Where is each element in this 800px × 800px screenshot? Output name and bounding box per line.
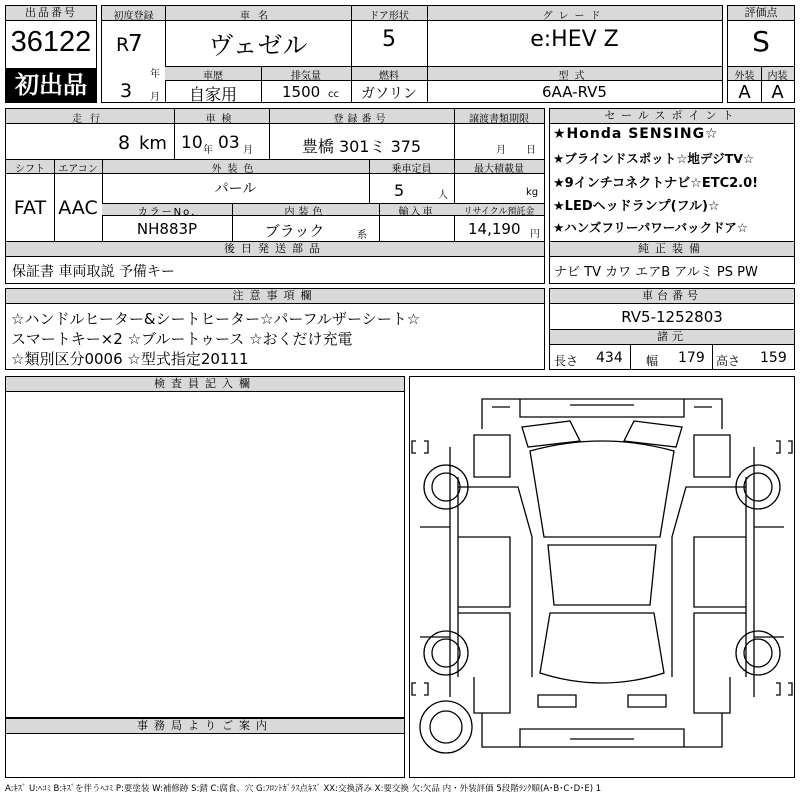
grade: e:HEV Z <box>530 27 619 52</box>
later-items-label: 後日発送部品 <box>6 242 544 257</box>
exterior-label: 外装 <box>734 71 755 82</box>
lot-label: 出品番号 <box>6 6 96 21</box>
note-line: スマートキー×2 ☆ブルートゥース ☆おくだけ充電 <box>11 330 353 348</box>
chassis-label: 車台番号 <box>550 289 794 304</box>
recycle-label: リサイクル預託金 <box>463 207 535 217</box>
displacement-unit: cc <box>328 89 339 100</box>
insp-month: 03 <box>218 133 240 153</box>
ac: AAC <box>58 197 98 219</box>
month-unit: 月 <box>150 92 160 103</box>
color-no-label: カラーNo. <box>137 207 197 218</box>
ac-label: エアコン <box>58 164 98 175</box>
exterior-color: パール <box>214 181 257 197</box>
length-label: 長さ <box>554 354 579 368</box>
vehicle-header <box>101 5 723 103</box>
note-line: ☆ハンドルヒーター&シートヒーター☆パーフルザーシート☆ <box>11 310 421 328</box>
notes-box <box>5 288 545 370</box>
insp-month-unit: 月 <box>243 145 253 156</box>
model-code-label: 型式 <box>558 71 591 82</box>
year-unit: 年 <box>150 69 160 80</box>
interior-color: ブラック <box>264 222 325 240</box>
vehicle-details <box>5 108 545 284</box>
sales-point-item: ★ブラインドスポット☆地デジTV☆ <box>553 151 755 166</box>
chassis-box <box>549 288 795 370</box>
score: S <box>752 25 770 58</box>
transfer-label: 譲渡書類期限 <box>469 114 529 125</box>
plate-label: 登録番号 <box>333 114 390 125</box>
lot-number: 36122 <box>10 26 92 58</box>
legend: A:ｷｽﾞ U:ﾍｺﾐ B:ｷｽﾞを伴うﾍｺﾐ P:要塗装 W:補修跡 S:錆 C:腐食、穴 G:ﾌﾛﾝﾄｶﾞﾗｽ点ｷｽﾞ XX:交換済み X:要交換 欠:欠品 内・外装評価 5段階ﾗﾝｸ順(A･B･C･D･E) 1 <box>5 784 602 794</box>
mileage-label: 走行 <box>72 114 108 125</box>
load-label: 最大積載量 <box>474 164 524 175</box>
fuel: ガソリン <box>361 86 417 102</box>
capacity-label: 乗車定員 <box>391 164 432 175</box>
exterior-grade: A <box>738 82 751 103</box>
height-label: 高さ <box>716 354 741 368</box>
history-label: 車歴 <box>203 71 223 82</box>
office-label: 事務局よりご案内 <box>6 719 404 734</box>
reg-month: 3 <box>120 80 133 102</box>
equipment-label: 純正装備 <box>550 242 794 257</box>
capacity-unit: 人 <box>438 190 448 201</box>
model-code: 6AA-RV5 <box>542 83 607 101</box>
length: 434 <box>596 350 623 366</box>
notes-label: 注意事項欄 <box>6 289 544 304</box>
shift-label: シフト <box>15 164 45 175</box>
interior-color-unit: 系 <box>357 230 367 241</box>
sales-points-label: セールスポイント <box>550 109 794 124</box>
color-label: 外装色 <box>211 164 260 175</box>
interior-label: 内装 <box>767 71 788 82</box>
transfer-day-unit: 日 <box>526 145 536 156</box>
car-name-label: 車名 <box>240 11 276 22</box>
first-listing-badge: 初出品 <box>6 68 96 102</box>
note-line: ☆類別区分0006 ☆型式指定20111 <box>11 350 249 368</box>
later-items: 保証書 車両取説 予備キー <box>12 264 175 280</box>
score-label: 評価点 <box>728 6 794 21</box>
shift: FAT <box>13 197 47 219</box>
transfer-month-unit: 月 <box>496 145 506 156</box>
doors: 5 <box>382 27 396 52</box>
load-unit: kg <box>526 187 539 198</box>
capacity: 5 <box>394 181 405 200</box>
dims-label: 諸元 <box>550 330 794 345</box>
insp-year: 10 <box>181 133 203 153</box>
grade-label: グレード <box>542 11 607 22</box>
sales-point-item: ★Honda SENSING☆ <box>553 126 719 142</box>
width: 179 <box>678 350 705 366</box>
car-outline-diagram <box>410 377 794 777</box>
equipment: ナビ TV カワ エアB アルミ PS PW <box>554 265 758 280</box>
width-label: 幅 <box>646 354 659 368</box>
score-box <box>727 5 795 103</box>
height: 159 <box>760 350 787 366</box>
displacement-label: 排気量 <box>291 71 321 82</box>
recycle-unit: 円 <box>530 229 540 240</box>
mileage-unit: km <box>139 133 167 154</box>
history: 自家用 <box>188 85 237 104</box>
car-name: ヴェゼル <box>208 31 308 60</box>
plate: 豊橋 301ミ 375 <box>301 137 422 156</box>
reg-year: 7 <box>128 31 143 57</box>
first-reg-label: 初度登録 <box>113 11 154 22</box>
lot-box <box>5 5 97 103</box>
int-color-label: 内装色 <box>284 207 327 218</box>
mileage: 8 <box>118 132 131 154</box>
inspection-label: 車検 <box>205 114 238 125</box>
insp-year-unit: 年 <box>203 145 213 156</box>
sales-point-item: ★9インチコネクトナビ☆ETC2.0! <box>553 176 759 191</box>
office-box <box>5 718 405 778</box>
era: R <box>116 34 130 56</box>
chassis-number: RV5-1252803 <box>621 308 723 326</box>
recycle-fee: 14,190 <box>468 220 521 238</box>
import-label: 輸入車 <box>398 207 435 218</box>
doors-label: ドア形状 <box>369 11 409 22</box>
sales-point-item: ★LEDヘッドランプ(フル)☆ <box>553 199 720 214</box>
interior-grade: A <box>771 82 784 103</box>
inspector-label: 検査員記入欄 <box>6 377 404 392</box>
color-no: NH883P <box>136 220 198 238</box>
displacement: 1500 <box>282 83 321 101</box>
fuel-label: 燃料 <box>379 71 399 82</box>
car-diagram <box>409 376 795 778</box>
sales-points <box>549 108 795 284</box>
sales-point-item: ★ハンズフリーパワーバックドア☆ <box>553 220 748 235</box>
inspector-box <box>5 376 405 718</box>
